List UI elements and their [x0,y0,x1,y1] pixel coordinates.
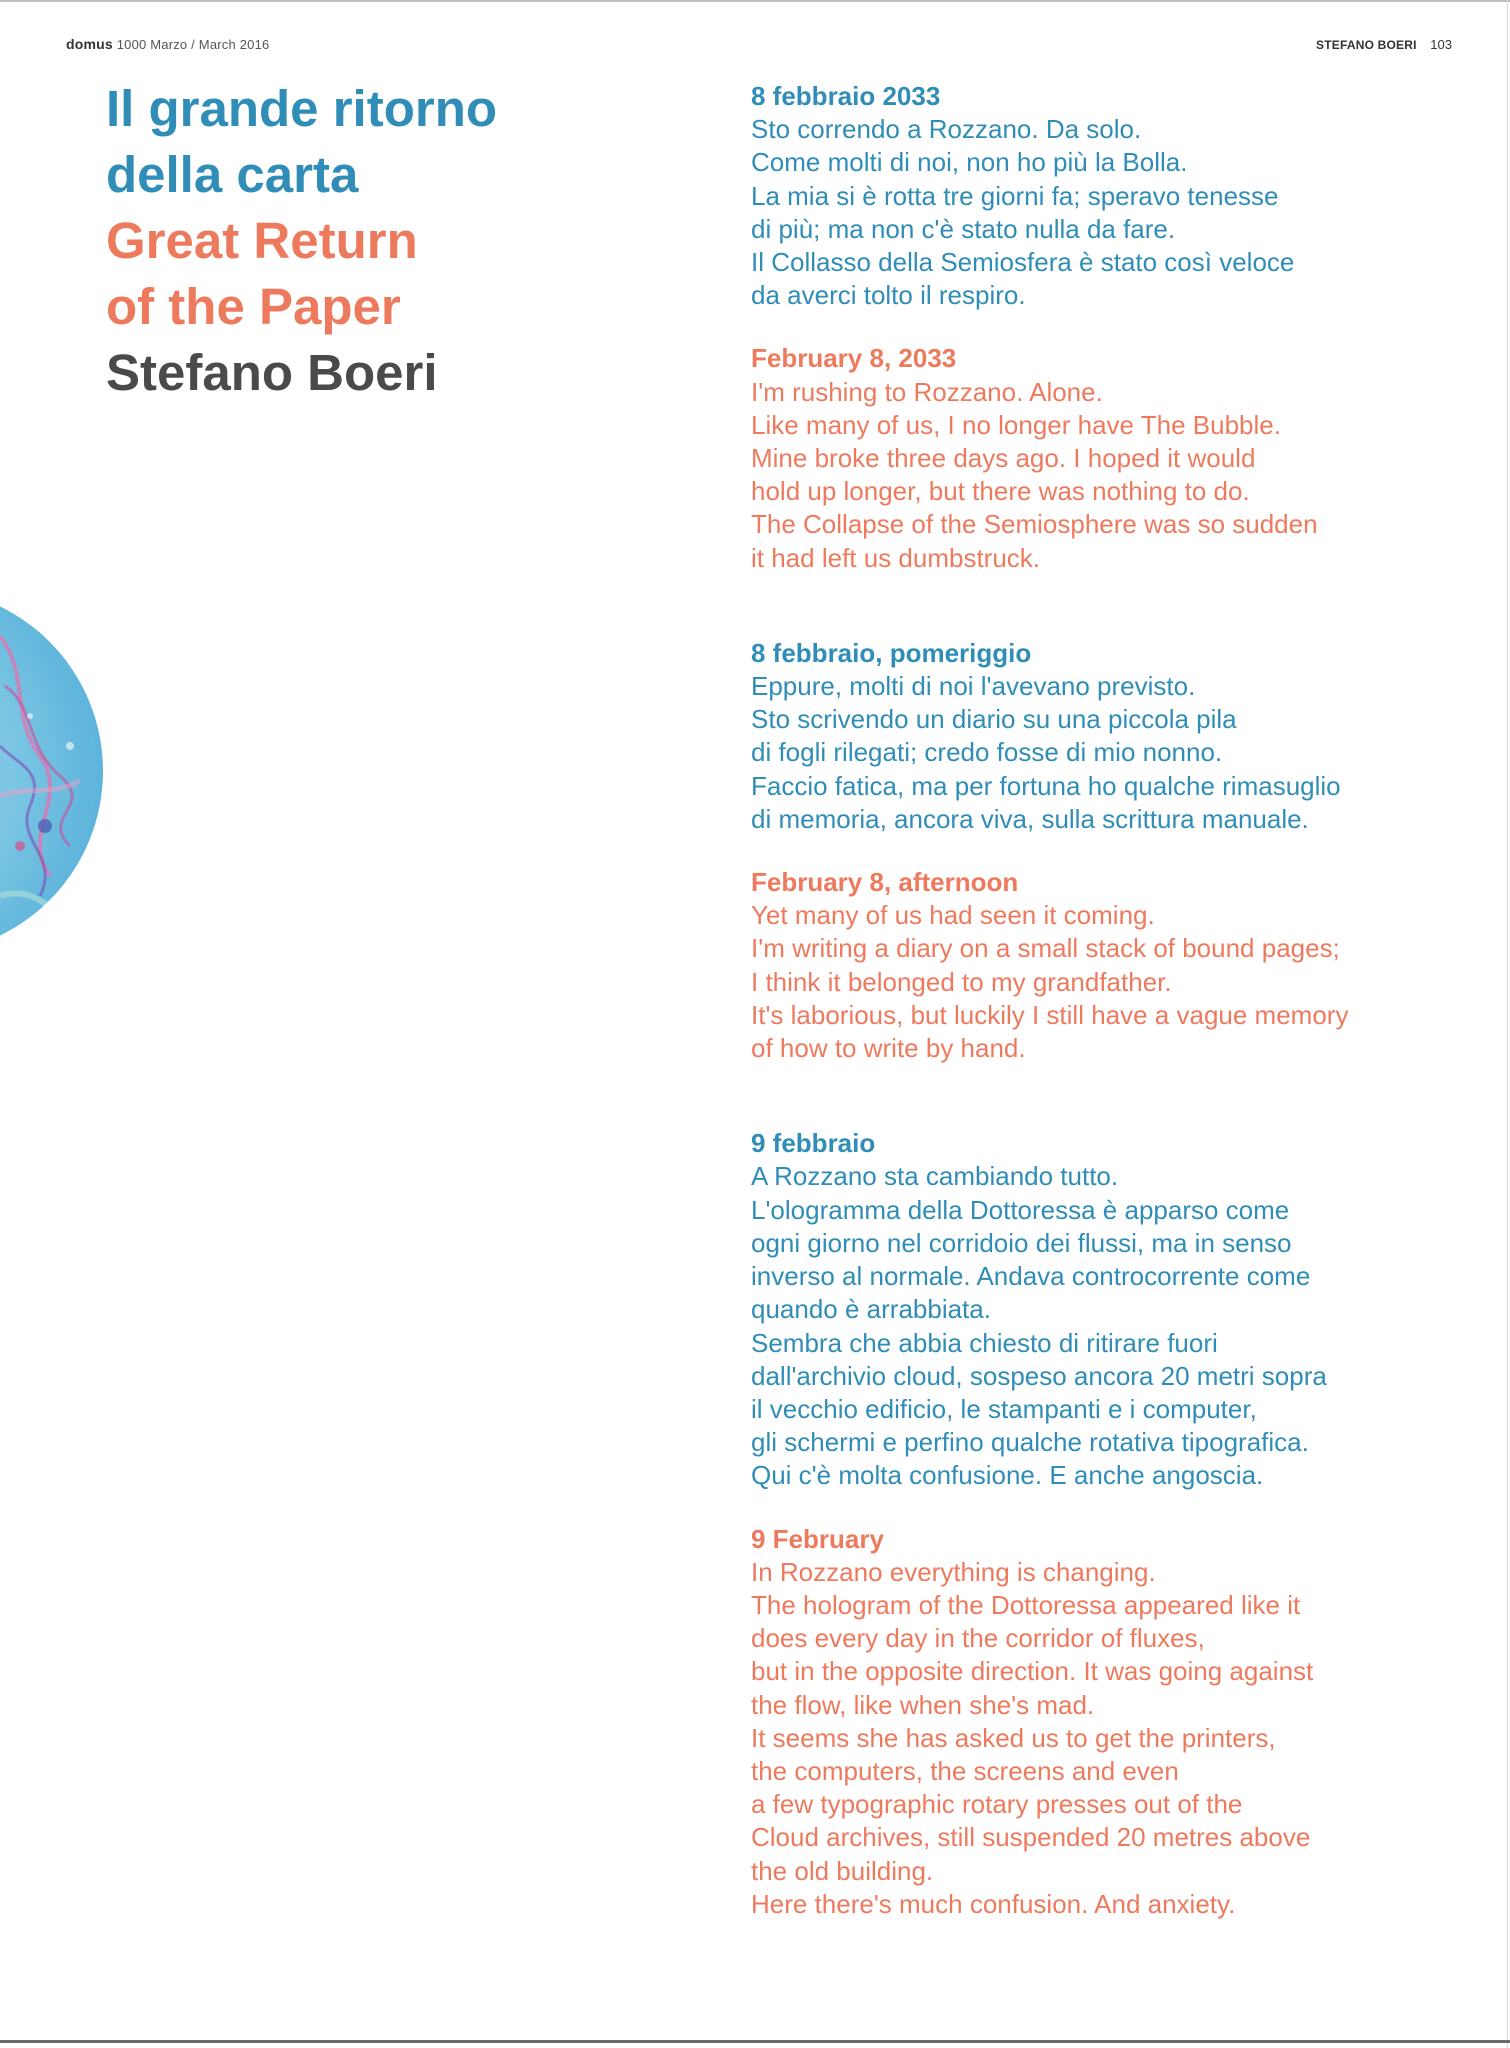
diary-entry-it-3 [751,1127,1471,1492]
entry-line: da averci tolto il respiro. [751,280,1026,311]
entry-line: the old building. [751,1855,934,1886]
entry-heading: 9 February [751,1523,884,1554]
diary-entry-en-2 [751,866,1471,1065]
entry-line: It's laborious, but luckily I still have a vague memory [751,999,1349,1030]
entry-line: Il Collasso della Semiosfera è stato così veloce [751,247,1295,278]
title-italian-line-2: della carta [106,146,359,203]
entry-line: Qui c'è molta confusione. E anche angoscia. [751,1460,1264,1491]
entry-line: a few typographic rotary presses out of the [751,1789,1243,1820]
entry-heading: February 8, afternoon [751,867,1019,898]
entry-line: I'm rushing to Rozzano. Alone. [751,376,1103,407]
header-author: STEFANO BOERI [1316,38,1417,52]
entry-line: Cloud archives, still suspended 20 metres above [751,1822,1311,1853]
entry-line: Sembra che abbia chiesto di ritirare fuori [751,1327,1218,1358]
entry-line: It seems she has asked us to get the printers, [751,1722,1276,1753]
title-italian-line-1: Il grande ritorno [106,80,498,137]
diary-entry-en-1 [751,342,1471,574]
title-english-line-2: of the Paper [106,278,401,335]
entry-line: it had left us dumbstruck. [751,542,1041,573]
entry-line: Like many of us, I no longer have The Bubble. [751,409,1281,440]
issue-info: 1000 Marzo / March 2016 [116,37,270,52]
entry-line: A Rozzano sta cambiando tutto. [751,1161,1119,1192]
entry-line: Here there's much confusion. And anxiety. [751,1888,1236,1919]
running-header-left [66,36,269,52]
magazine-name: domus [66,36,113,52]
diary-entry-it-2 [751,637,1471,836]
bottom-rule [0,2040,1510,2043]
entry-line: gli schermi e perfino qualche rotativa tipografica. [751,1427,1309,1458]
entry-line: quando è arrabbiata. [751,1294,991,1325]
entry-line: I'm writing a diary on a small stack of bound pages; [751,933,1340,964]
entry-line: Yet many of us had seen it coming. [751,900,1155,931]
diary-entry-en-3 [751,1523,1471,1921]
entry-line: of how to write by hand. [751,1033,1026,1064]
entry-line: The Collapse of the Semiosphere was so sudden [751,509,1318,540]
entry-heading: February 8, 2033 [751,343,957,374]
diary-entries [751,80,1471,1921]
entry-line: il vecchio edificio, le stampanti e i computer, [751,1393,1257,1424]
entry-heading: 9 febbraio [751,1128,876,1159]
entry-line: but in the opposite direction. It was going against [751,1656,1314,1687]
entry-line: di memoria, ancora viva, sulla scrittura manuale. [751,803,1309,834]
top-rule [0,0,1510,2]
entry-line: The hologram of the Dottoressa appeared like it [751,1589,1301,1620]
entry-line: La mia si è rotta tre giorni fa; speravo tenesse [751,180,1279,211]
entry-heading: 8 febbraio, pomeriggio [751,637,1032,668]
entry-line: dall'archivio cloud, sospeso ancora 20 metri sopra [751,1360,1327,1391]
article-title [106,76,706,406]
entry-line: inverso al normale. Andava controcorrente come [751,1261,1311,1292]
entry-line: Sto correndo a Rozzano. Da solo. [751,114,1142,145]
entry-line: Come molti di noi, non ho più la Bolla. [751,147,1188,178]
entry-line: ogni giorno nel corridoio dei flussi, ma in senso [751,1227,1292,1258]
diary-entry-it-1 [751,80,1471,312]
title-author: Stefano Boeri [106,344,438,401]
entry-line: Faccio fatica, ma per fortuna ho qualche rimasuglio [751,770,1341,801]
running-header-right [1316,37,1452,52]
entry-line: the flow, like when she's mad. [751,1689,1095,1720]
entry-line: Sto scrivendo un diario su una piccola pila [751,704,1237,735]
entry-line: Eppure, molti di noi l'avevano previsto. [751,671,1196,702]
entry-line: does every day in the corridor of fluxes, [751,1623,1205,1654]
marbled-circle-image [0,596,110,946]
right-edge-rule [1507,0,1508,2048]
title-english-line-1: Great Return [106,212,418,269]
page-number: 103 [1430,37,1452,52]
entry-line: L'ologramma della Dottoressa è apparso come [751,1194,1290,1225]
entry-line: hold up longer, but there was nothing to do. [751,476,1250,507]
entry-line: I think it belonged to my grandfather. [751,966,1172,997]
entry-line: di fogli rilegati; credo fosse di mio nonno. [751,737,1223,768]
entry-heading: 8 febbraio 2033 [751,81,941,111]
entry-line: Mine broke three days ago. I hoped it would [751,443,1256,474]
entry-line: the computers, the screens and even [751,1755,1179,1786]
entry-line: di più; ma non c'è stato nulla da fare. [751,213,1176,244]
entry-line: In Rozzano everything is changing. [751,1556,1156,1587]
